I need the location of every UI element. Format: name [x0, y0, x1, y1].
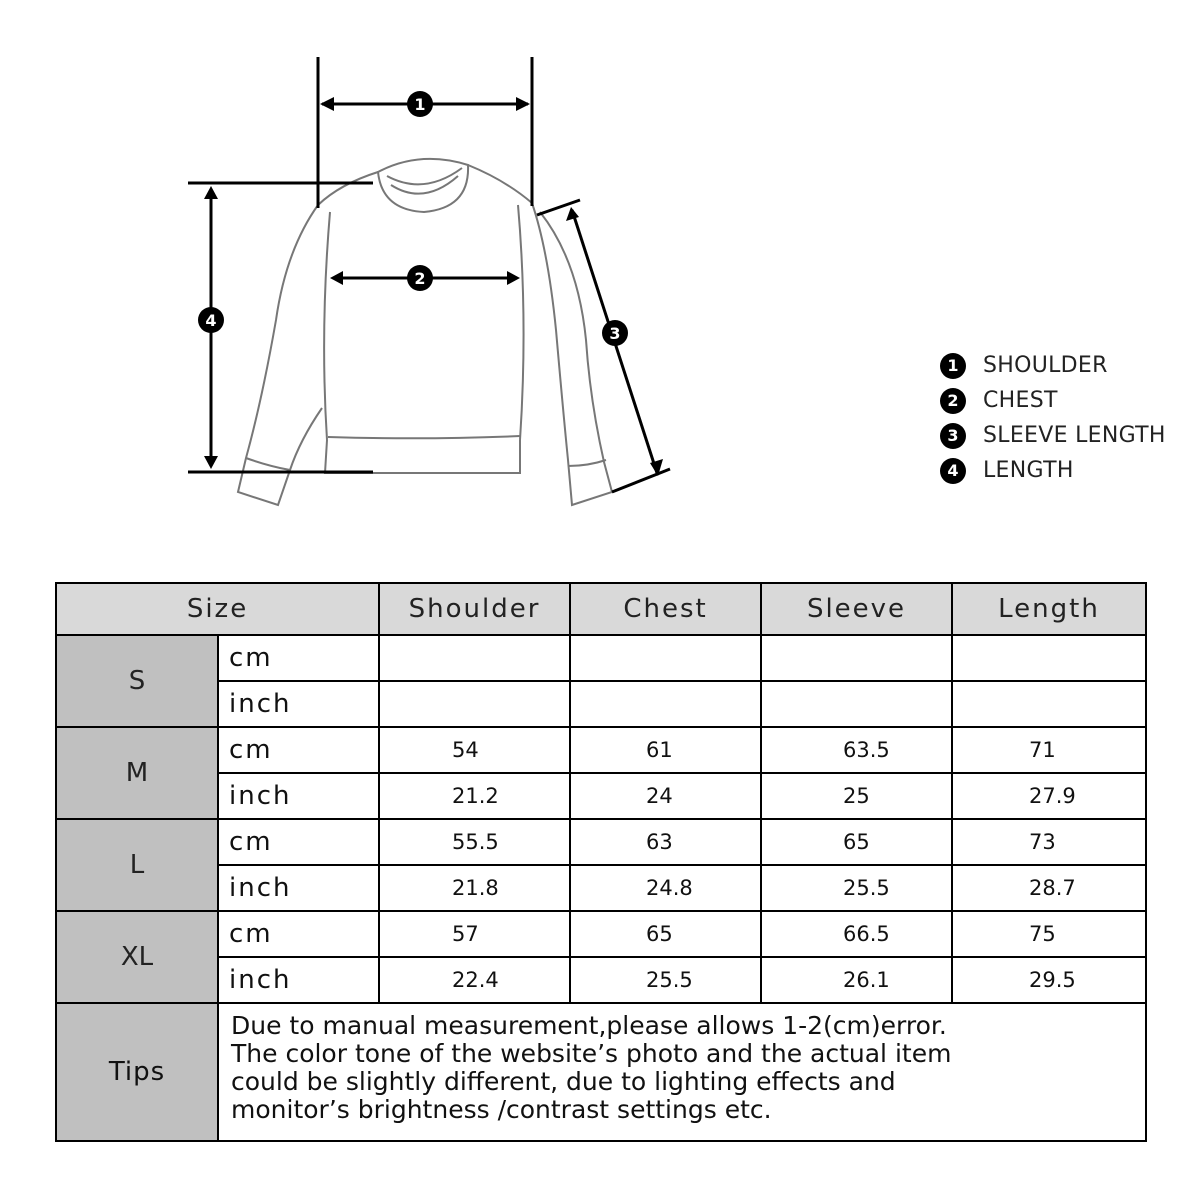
- table-row: [56, 911, 1146, 957]
- cell-chest: 25.5: [570, 957, 761, 1003]
- svg-text:4: 4: [205, 311, 217, 330]
- unit-inch: inch: [218, 957, 379, 1003]
- unit-inch: inch: [218, 865, 379, 911]
- legend-item-shoulder: [940, 348, 1166, 383]
- svg-text:3: 3: [609, 324, 621, 343]
- cell-chest: 65: [570, 911, 761, 957]
- cell-chest: [570, 635, 761, 681]
- number-badge: 4: [940, 458, 966, 484]
- marker-1: [407, 91, 433, 117]
- svg-text:2: 2: [414, 269, 426, 288]
- unit-inch: inch: [218, 773, 379, 819]
- legend-label: CHEST: [983, 388, 1058, 413]
- unit-cm: cm: [218, 911, 379, 957]
- cell-sleeve: 25.5: [761, 865, 952, 911]
- cell-length: 71: [952, 727, 1146, 773]
- legend-label: SLEEVE LENGTH: [983, 423, 1166, 448]
- cell-sleeve: 63.5: [761, 727, 952, 773]
- marker-2: [407, 265, 433, 291]
- size-label-m: M: [56, 727, 218, 819]
- size-chart-table: [55, 582, 1147, 1142]
- cell-shoulder: 54: [379, 727, 570, 773]
- cell-chest: [570, 681, 761, 727]
- cell-shoulder: 22.4: [379, 957, 570, 1003]
- unit-cm: cm: [218, 727, 379, 773]
- header-sleeve: Sleeve: [761, 583, 952, 635]
- legend-item-sleeve-length: [940, 418, 1166, 453]
- unit-cm: cm: [218, 819, 379, 865]
- cell-length: [952, 681, 1146, 727]
- legend-label: LENGTH: [983, 458, 1074, 483]
- table-row: [56, 819, 1146, 865]
- size-label-l: L: [56, 819, 218, 911]
- unit-cm: cm: [218, 635, 379, 681]
- table-header-row: [56, 583, 1146, 635]
- number-badge: 2: [940, 388, 966, 414]
- cell-chest: 24.8: [570, 865, 761, 911]
- cell-length: 75: [952, 911, 1146, 957]
- cell-sleeve: 65: [761, 819, 952, 865]
- cell-sleeve: [761, 635, 952, 681]
- tips-line: could be slightly different, due to lighting effects and: [231, 1067, 896, 1096]
- marker-3: [602, 320, 628, 346]
- tips-line: The color tone of the website’s photo and the actual item: [231, 1039, 952, 1068]
- size-label-xl: XL: [56, 911, 218, 1003]
- header-chest: Chest: [570, 583, 761, 635]
- legend-item-length: [940, 453, 1166, 488]
- cell-chest: 24: [570, 773, 761, 819]
- table-row: [56, 957, 1146, 1003]
- cell-sleeve: 66.5: [761, 911, 952, 957]
- size-label-s: S: [56, 635, 218, 727]
- table-row: [56, 681, 1146, 727]
- table-row: [56, 773, 1146, 819]
- cell-length: [952, 635, 1146, 681]
- cell-sleeve: 26.1: [761, 957, 952, 1003]
- header-length: Length: [952, 583, 1146, 635]
- number-badge: 3: [940, 423, 966, 449]
- cell-chest: 61: [570, 727, 761, 773]
- table-row: [56, 865, 1146, 911]
- cell-sleeve: [761, 681, 952, 727]
- unit-inch: inch: [218, 681, 379, 727]
- cell-shoulder: 55.5: [379, 819, 570, 865]
- header-shoulder: Shoulder: [379, 583, 570, 635]
- cell-sleeve: 25: [761, 773, 952, 819]
- cell-length: 73: [952, 819, 1146, 865]
- tips-label: Tips: [56, 1003, 218, 1141]
- cell-chest: 63: [570, 819, 761, 865]
- tips-line: Due to manual measurement,please allows 1-2(cm)error.: [231, 1011, 947, 1040]
- tips-row: [56, 1003, 1146, 1141]
- cell-shoulder: 57: [379, 911, 570, 957]
- tips-line: monitor’s brightness /contrast settings etc.: [231, 1095, 772, 1124]
- number-badge: 1: [940, 353, 966, 379]
- cell-shoulder: 21.8: [379, 865, 570, 911]
- cell-length: 28.7: [952, 865, 1146, 911]
- legend-label: SHOULDER: [983, 353, 1108, 378]
- cell-shoulder: [379, 635, 570, 681]
- legend-item-chest: [940, 383, 1166, 418]
- cell-shoulder: [379, 681, 570, 727]
- table-row: [56, 727, 1146, 773]
- cell-length: 29.5: [952, 957, 1146, 1003]
- tips-text: [218, 1003, 1146, 1141]
- header-size: Size: [56, 583, 379, 635]
- svg-text:1: 1: [414, 95, 426, 114]
- table-row: [56, 635, 1146, 681]
- cell-shoulder: 21.2: [379, 773, 570, 819]
- cell-length: 27.9: [952, 773, 1146, 819]
- marker-4: [198, 307, 224, 333]
- measurement-legend: [940, 348, 1166, 488]
- sweater-outline: [238, 159, 612, 505]
